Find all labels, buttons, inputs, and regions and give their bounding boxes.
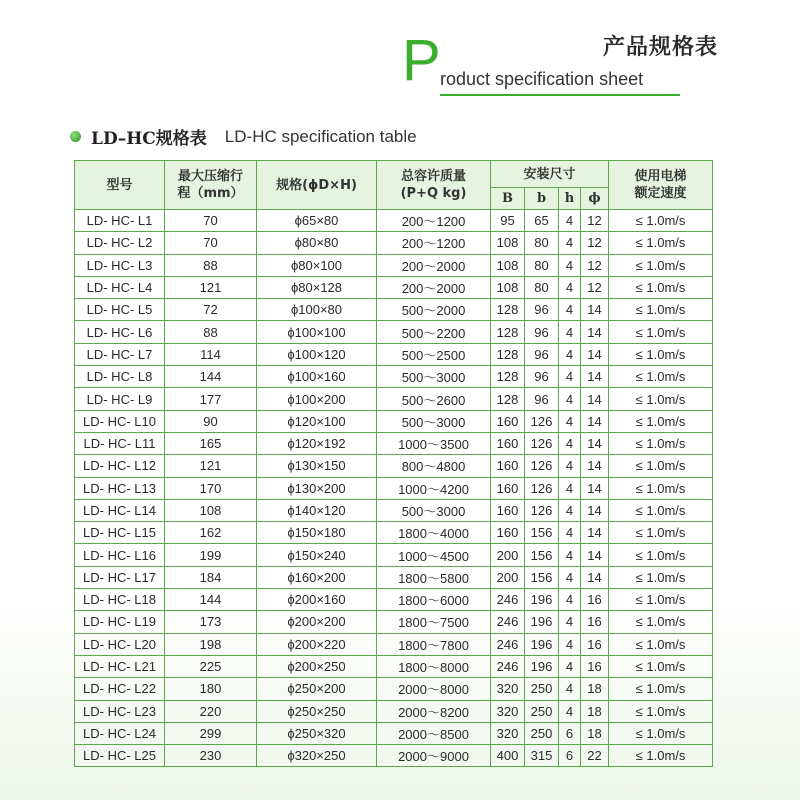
cell-phi: 14 [581, 410, 609, 432]
cell-B: 160 [491, 455, 525, 477]
cell-speed: ≤ 1.0m/s [609, 388, 713, 410]
cell-spec: ϕ160×200 [257, 566, 377, 588]
section-title-english: LD-HC specification table [224, 126, 417, 146]
cell-b: 96 [525, 343, 559, 365]
cell-b: 96 [525, 366, 559, 388]
cell-capacity: 2000～8500 [377, 722, 491, 744]
cell-b: 156 [525, 544, 559, 566]
table-row [75, 544, 713, 566]
header-phi: ϕ [581, 188, 609, 210]
cell-model: LD- HC- L1 [75, 210, 165, 232]
cell-capacity: 1800～7500 [377, 611, 491, 633]
cell-spec: ϕ250×200 [257, 678, 377, 700]
cell-B: 400 [491, 745, 525, 767]
cell-stroke: 121 [165, 276, 257, 298]
cell-B: 160 [491, 477, 525, 499]
cell-spec: ϕ100×120 [257, 343, 377, 365]
cell-b: 126 [525, 455, 559, 477]
cell-capacity: 1000～4200 [377, 477, 491, 499]
header-stroke [165, 161, 257, 210]
header-speed-line1: 使用电梯 [634, 169, 687, 184]
cell-stroke: 165 [165, 432, 257, 454]
table-row [75, 477, 713, 499]
header-B: B [491, 188, 525, 210]
table-row [75, 276, 713, 298]
table-row [75, 299, 713, 321]
cell-model: LD- HC- L12 [75, 455, 165, 477]
cell-b: 80 [525, 254, 559, 276]
header-stroke-line2: 程（mm） [177, 186, 244, 201]
cell-phi: 12 [581, 210, 609, 232]
table-body [75, 210, 713, 767]
section-title-chinese: LD–HC规格表 [91, 129, 207, 149]
cell-h: 4 [559, 299, 581, 321]
cell-spec: ϕ150×180 [257, 522, 377, 544]
table-header [75, 161, 713, 210]
header-speed-line2: 额定速度 [634, 186, 687, 201]
cell-spec: ϕ130×200 [257, 477, 377, 499]
cell-stroke: 88 [165, 254, 257, 276]
cell-h: 6 [559, 745, 581, 767]
cell-speed: ≤ 1.0m/s [609, 611, 713, 633]
cell-stroke: 90 [165, 410, 257, 432]
cell-capacity: 500～3000 [377, 499, 491, 521]
cell-h: 4 [559, 410, 581, 432]
cell-capacity: 500～3000 [377, 410, 491, 432]
cell-capacity: 1800～7800 [377, 633, 491, 655]
cell-b: 80 [525, 276, 559, 298]
cell-stroke: 114 [165, 343, 257, 365]
cell-h: 4 [559, 633, 581, 655]
cell-spec: ϕ120×192 [257, 432, 377, 454]
cell-stroke: 173 [165, 611, 257, 633]
cell-speed: ≤ 1.0m/s [609, 321, 713, 343]
cell-capacity: 1800～5800 [377, 566, 491, 588]
cell-h: 4 [559, 366, 581, 388]
cell-spec: ϕ130×150 [257, 455, 377, 477]
cell-model: LD- HC- L2 [75, 232, 165, 254]
cell-stroke: 108 [165, 499, 257, 521]
cell-speed: ≤ 1.0m/s [609, 700, 713, 722]
cell-spec: ϕ100×100 [257, 321, 377, 343]
cell-stroke: 121 [165, 455, 257, 477]
cell-model: LD- HC- L22 [75, 678, 165, 700]
cell-spec: ϕ200×250 [257, 655, 377, 677]
cell-phi: 14 [581, 499, 609, 521]
cell-B: 128 [491, 366, 525, 388]
cell-B: 160 [491, 432, 525, 454]
cell-phi: 18 [581, 722, 609, 744]
cell-phi: 14 [581, 544, 609, 566]
table-row [75, 678, 713, 700]
cell-spec: ϕ100×160 [257, 366, 377, 388]
cell-capacity: 2000～9000 [377, 745, 491, 767]
cell-h: 4 [559, 343, 581, 365]
table-row [75, 254, 713, 276]
cell-h: 4 [559, 276, 581, 298]
header-b: b [525, 188, 559, 210]
header-capacity [377, 161, 491, 210]
cell-phi: 16 [581, 633, 609, 655]
cell-capacity: 2000～8200 [377, 700, 491, 722]
cell-spec: ϕ65×80 [257, 210, 377, 232]
cell-speed: ≤ 1.0m/s [609, 254, 713, 276]
cell-model: LD- HC- L19 [75, 611, 165, 633]
cell-B: 128 [491, 299, 525, 321]
cell-phi: 14 [581, 343, 609, 365]
cell-speed: ≤ 1.0m/s [609, 633, 713, 655]
cell-phi: 14 [581, 366, 609, 388]
table-row [75, 655, 713, 677]
title-initial-letter: P [402, 28, 441, 93]
cell-B: 320 [491, 722, 525, 744]
cell-b: 126 [525, 432, 559, 454]
bullet-dot-icon [70, 131, 81, 142]
cell-model: LD- HC- L3 [75, 254, 165, 276]
cell-h: 4 [559, 210, 581, 232]
cell-h: 4 [559, 700, 581, 722]
cell-b: 96 [525, 299, 559, 321]
cell-B: 128 [491, 388, 525, 410]
cell-speed: ≤ 1.0m/s [609, 522, 713, 544]
cell-b: 96 [525, 388, 559, 410]
cell-stroke: 199 [165, 544, 257, 566]
cell-B: 108 [491, 254, 525, 276]
table-row [75, 745, 713, 767]
cell-speed: ≤ 1.0m/s [609, 655, 713, 677]
cell-spec: ϕ100×80 [257, 299, 377, 321]
cell-model: LD- HC- L6 [75, 321, 165, 343]
cell-b: 126 [525, 499, 559, 521]
cell-b: 250 [525, 678, 559, 700]
cell-stroke: 144 [165, 589, 257, 611]
cell-h: 4 [559, 432, 581, 454]
cell-B: 246 [491, 611, 525, 633]
table-row [75, 232, 713, 254]
cell-stroke: 144 [165, 366, 257, 388]
cell-h: 4 [559, 455, 581, 477]
cell-speed: ≤ 1.0m/s [609, 544, 713, 566]
table-row [75, 432, 713, 454]
cell-spec: ϕ320×250 [257, 745, 377, 767]
cell-stroke: 170 [165, 477, 257, 499]
cell-phi: 22 [581, 745, 609, 767]
cell-b: 196 [525, 633, 559, 655]
cell-stroke: 225 [165, 655, 257, 677]
cell-phi: 14 [581, 432, 609, 454]
table-row [75, 410, 713, 432]
cell-b: 315 [525, 745, 559, 767]
cell-stroke: 220 [165, 700, 257, 722]
cell-b: 196 [525, 655, 559, 677]
cell-speed: ≤ 1.0m/s [609, 366, 713, 388]
table-row [75, 388, 713, 410]
cell-speed: ≤ 1.0m/s [609, 276, 713, 298]
cell-stroke: 230 [165, 745, 257, 767]
header-speed [609, 161, 713, 210]
cell-stroke: 70 [165, 210, 257, 232]
header-capacity-line1: 总容许质量 [400, 169, 466, 184]
cell-spec: ϕ100×200 [257, 388, 377, 410]
cell-model: LD- HC- L14 [75, 499, 165, 521]
cell-phi: 14 [581, 388, 609, 410]
cell-h: 4 [559, 321, 581, 343]
cell-speed: ≤ 1.0m/s [609, 455, 713, 477]
cell-h: 4 [559, 254, 581, 276]
header-install: 安装尺寸 [491, 161, 609, 188]
cell-h: 4 [559, 477, 581, 499]
cell-b: 126 [525, 410, 559, 432]
title-underline [440, 94, 680, 96]
cell-phi: 16 [581, 655, 609, 677]
cell-speed: ≤ 1.0m/s [609, 343, 713, 365]
cell-h: 4 [559, 499, 581, 521]
cell-B: 160 [491, 499, 525, 521]
cell-stroke: 184 [165, 566, 257, 588]
table-row [75, 633, 713, 655]
cell-speed: ≤ 1.0m/s [609, 232, 713, 254]
cell-model: LD- HC- L9 [75, 388, 165, 410]
cell-spec: ϕ250×250 [257, 700, 377, 722]
table-row [75, 455, 713, 477]
cell-capacity: 500～2500 [377, 343, 491, 365]
cell-h: 4 [559, 522, 581, 544]
cell-B: 200 [491, 566, 525, 588]
cell-model: LD- HC- L13 [75, 477, 165, 499]
cell-h: 4 [559, 544, 581, 566]
cell-b: 80 [525, 232, 559, 254]
cell-phi: 12 [581, 276, 609, 298]
cell-phi: 12 [581, 232, 609, 254]
cell-h: 4 [559, 388, 581, 410]
header-h: h [559, 188, 581, 210]
cell-phi: 16 [581, 589, 609, 611]
cell-speed: ≤ 1.0m/s [609, 299, 713, 321]
cell-stroke: 180 [165, 678, 257, 700]
cell-B: 246 [491, 655, 525, 677]
cell-B: 108 [491, 276, 525, 298]
table-row [75, 611, 713, 633]
cell-b: 156 [525, 522, 559, 544]
cell-B: 128 [491, 343, 525, 365]
table-row [75, 366, 713, 388]
cell-spec: ϕ80×128 [257, 276, 377, 298]
page-title-chinese: 产品规格表 [602, 34, 718, 60]
cell-spec: ϕ120×100 [257, 410, 377, 432]
cell-speed: ≤ 1.0m/s [609, 722, 713, 744]
cell-speed: ≤ 1.0m/s [609, 589, 713, 611]
cell-stroke: 88 [165, 321, 257, 343]
table-row [75, 722, 713, 744]
cell-phi: 14 [581, 522, 609, 544]
cell-h: 4 [559, 655, 581, 677]
cell-model: LD- HC- L21 [75, 655, 165, 677]
cell-capacity: 200～1200 [377, 232, 491, 254]
header-capacity-line2: (P+Q kg) [400, 186, 467, 201]
cell-b: 196 [525, 589, 559, 611]
cell-model: LD- HC- L17 [75, 566, 165, 588]
cell-phi: 12 [581, 254, 609, 276]
cell-model: LD- HC- L15 [75, 522, 165, 544]
cell-capacity: 800～4800 [377, 455, 491, 477]
cell-B: 160 [491, 410, 525, 432]
cell-model: LD- HC- L7 [75, 343, 165, 365]
page-title-english: roduct specification sheet [440, 69, 644, 89]
cell-b: 196 [525, 611, 559, 633]
header-model: 型号 [75, 161, 165, 210]
cell-h: 4 [559, 232, 581, 254]
cell-capacity: 1000～3500 [377, 432, 491, 454]
cell-stroke: 72 [165, 299, 257, 321]
cell-capacity: 200～1200 [377, 210, 491, 232]
cell-capacity: 200～2000 [377, 254, 491, 276]
cell-b: 156 [525, 566, 559, 588]
section-heading [70, 124, 417, 149]
cell-spec: ϕ200×160 [257, 589, 377, 611]
cell-capacity: 2000～8000 [377, 678, 491, 700]
cell-capacity: 500～2200 [377, 321, 491, 343]
table-row [75, 522, 713, 544]
table-row [75, 210, 713, 232]
cell-phi: 14 [581, 566, 609, 588]
cell-speed: ≤ 1.0m/s [609, 210, 713, 232]
header-stroke-line1: 最大压缩行 [177, 169, 243, 184]
cell-phi: 16 [581, 611, 609, 633]
cell-phi: 14 [581, 321, 609, 343]
cell-stroke: 70 [165, 232, 257, 254]
table-row [75, 589, 713, 611]
cell-speed: ≤ 1.0m/s [609, 678, 713, 700]
cell-capacity: 500～3000 [377, 366, 491, 388]
cell-spec: ϕ80×80 [257, 232, 377, 254]
cell-B: 320 [491, 678, 525, 700]
table-row [75, 321, 713, 343]
cell-model: LD- HC- L11 [75, 432, 165, 454]
cell-model: LD- HC- L23 [75, 700, 165, 722]
table-row [75, 566, 713, 588]
cell-capacity: 500～2000 [377, 299, 491, 321]
cell-h: 4 [559, 566, 581, 588]
cell-b: 96 [525, 321, 559, 343]
cell-capacity: 200～2000 [377, 276, 491, 298]
cell-speed: ≤ 1.0m/s [609, 477, 713, 499]
cell-B: 246 [491, 589, 525, 611]
cell-capacity: 1800～6000 [377, 589, 491, 611]
cell-B: 108 [491, 232, 525, 254]
cell-spec: ϕ200×200 [257, 611, 377, 633]
cell-stroke: 162 [165, 522, 257, 544]
cell-spec: ϕ250×320 [257, 722, 377, 744]
cell-b: 250 [525, 700, 559, 722]
cell-capacity: 1000～4500 [377, 544, 491, 566]
cell-phi: 14 [581, 477, 609, 499]
cell-speed: ≤ 1.0m/s [609, 566, 713, 588]
cell-h: 4 [559, 611, 581, 633]
cell-B: 160 [491, 522, 525, 544]
cell-B: 200 [491, 544, 525, 566]
cell-model: LD- HC- L5 [75, 299, 165, 321]
cell-h: 6 [559, 722, 581, 744]
cell-phi: 18 [581, 678, 609, 700]
cell-capacity: 1800～8000 [377, 655, 491, 677]
cell-phi: 18 [581, 700, 609, 722]
cell-model: LD- HC- L24 [75, 722, 165, 744]
cell-phi: 14 [581, 299, 609, 321]
cell-speed: ≤ 1.0m/s [609, 745, 713, 767]
cell-speed: ≤ 1.0m/s [609, 432, 713, 454]
cell-b: 250 [525, 722, 559, 744]
cell-model: LD- HC- L8 [75, 366, 165, 388]
cell-stroke: 198 [165, 633, 257, 655]
cell-h: 4 [559, 589, 581, 611]
cell-stroke: 177 [165, 388, 257, 410]
cell-spec: ϕ200×220 [257, 633, 377, 655]
specification-table [74, 160, 713, 767]
header-spec: 规格(ϕD×H) [257, 161, 377, 210]
cell-speed: ≤ 1.0m/s [609, 410, 713, 432]
cell-model: LD- HC- L10 [75, 410, 165, 432]
cell-model: LD- HC- L4 [75, 276, 165, 298]
cell-capacity: 500～2600 [377, 388, 491, 410]
cell-stroke: 299 [165, 722, 257, 744]
cell-model: LD- HC- L16 [75, 544, 165, 566]
cell-model: LD- HC- L20 [75, 633, 165, 655]
table-row [75, 343, 713, 365]
cell-h: 4 [559, 678, 581, 700]
cell-B: 95 [491, 210, 525, 232]
table-row [75, 700, 713, 722]
cell-speed: ≤ 1.0m/s [609, 499, 713, 521]
cell-phi: 14 [581, 455, 609, 477]
cell-spec: ϕ140×120 [257, 499, 377, 521]
cell-b: 65 [525, 210, 559, 232]
cell-capacity: 1800～4000 [377, 522, 491, 544]
cell-B: 320 [491, 700, 525, 722]
cell-b: 126 [525, 477, 559, 499]
table-row [75, 499, 713, 521]
cell-spec: ϕ80×100 [257, 254, 377, 276]
cell-model: LD- HC- L18 [75, 589, 165, 611]
cell-spec: ϕ150×240 [257, 544, 377, 566]
cell-B: 246 [491, 633, 525, 655]
cell-B: 128 [491, 321, 525, 343]
cell-model: LD- HC- L25 [75, 745, 165, 767]
